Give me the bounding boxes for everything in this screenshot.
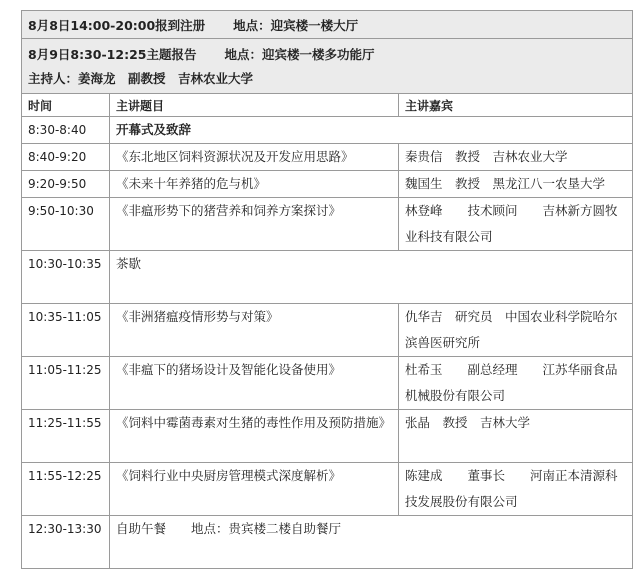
registration-place: 地点：迎宾楼一楼大厅 bbox=[233, 17, 359, 33]
table-row bbox=[22, 171, 633, 198]
registration-time: 8月8日14:00-20:00报到注册 bbox=[28, 17, 206, 33]
table-row bbox=[22, 251, 633, 304]
table-row bbox=[22, 410, 633, 463]
row-guest: 秦贵信 教授 吉林农业大学 bbox=[399, 144, 633, 171]
row-guest: 魏国生 教授 黑龙江八一农垦大学 bbox=[399, 171, 633, 198]
registration-row bbox=[22, 11, 633, 39]
row-time: 11:05-11:25 bbox=[22, 357, 110, 410]
row-topic: 自助午餐 地点：贵宾楼二楼自助餐厅 bbox=[110, 516, 633, 569]
session-host: 主持人：姜海龙 副教授 吉林农业大学 bbox=[28, 71, 254, 86]
row-time: 10:35-11:05 bbox=[22, 304, 110, 357]
schedule-table bbox=[21, 10, 633, 569]
row-time: 9:50-10:30 bbox=[22, 198, 110, 251]
row-time: 12:30-13:30 bbox=[22, 516, 110, 569]
table-row bbox=[22, 144, 633, 171]
row-topic: 《饲料行业中央厨房管理模式深度解析》 bbox=[110, 463, 399, 516]
row-guest: 仇华吉 研究员 中国农业科学院哈尔滨兽医研究所 bbox=[399, 304, 633, 357]
table-row bbox=[22, 198, 633, 251]
table-row bbox=[22, 304, 633, 357]
session-place: 地点：迎宾楼一楼多功能厅 bbox=[224, 47, 375, 62]
row-time: 11:55-12:25 bbox=[22, 463, 110, 516]
row-topic: 《非洲猪瘟疫情形势与对策》 bbox=[110, 304, 399, 357]
column-header-time: 时间 bbox=[22, 94, 110, 117]
column-header-row bbox=[22, 94, 633, 117]
row-topic: 《东北地区饲料资源状况及开发应用思路》 bbox=[110, 144, 399, 171]
row-topic: 《饲料中霉菌毒素对生猪的毒性作用及预防措施》 bbox=[110, 410, 399, 463]
row-time: 9:20-9:50 bbox=[22, 171, 110, 198]
row-guest: 陈建成 董事长 河南正本清源科技发展股份有限公司 bbox=[399, 463, 633, 516]
row-time: 8:40-9:20 bbox=[22, 144, 110, 171]
table-row bbox=[22, 516, 633, 569]
row-topic: 《未来十年养猪的危与机》 bbox=[110, 171, 399, 198]
row-time: 10:30-10:35 bbox=[22, 251, 110, 304]
registration-cell bbox=[22, 11, 633, 39]
session-time: 8月9日8:30-12:25主题报告 bbox=[28, 47, 197, 62]
session-row bbox=[22, 39, 633, 94]
row-time: 11:25-11:55 bbox=[22, 410, 110, 463]
row-topic: 《非瘟形势下的猪营养和饲养方案探讨》 bbox=[110, 198, 399, 251]
row-topic: 茶歇 bbox=[110, 251, 633, 304]
row-guest: 林登峰 技术顾问 吉林新方圆牧业科技有限公司 bbox=[399, 198, 633, 251]
row-guest: 杜希玉 副总经理 江苏华丽食品机械股份有限公司 bbox=[399, 357, 633, 410]
row-topic: 开幕式及致辞 bbox=[110, 117, 633, 144]
column-header-topic: 主讲题目 bbox=[110, 94, 399, 117]
table-row bbox=[22, 463, 633, 516]
row-guest: 张晶 教授 吉林大学 bbox=[399, 410, 633, 463]
table-row bbox=[22, 357, 633, 410]
row-time: 8:30-8:40 bbox=[22, 117, 110, 144]
table-row bbox=[22, 117, 633, 144]
column-header-guest: 主讲嘉宾 bbox=[399, 94, 633, 117]
session-cell bbox=[22, 39, 633, 94]
row-topic: 《非瘟下的猪场设计及智能化设备使用》 bbox=[110, 357, 399, 410]
